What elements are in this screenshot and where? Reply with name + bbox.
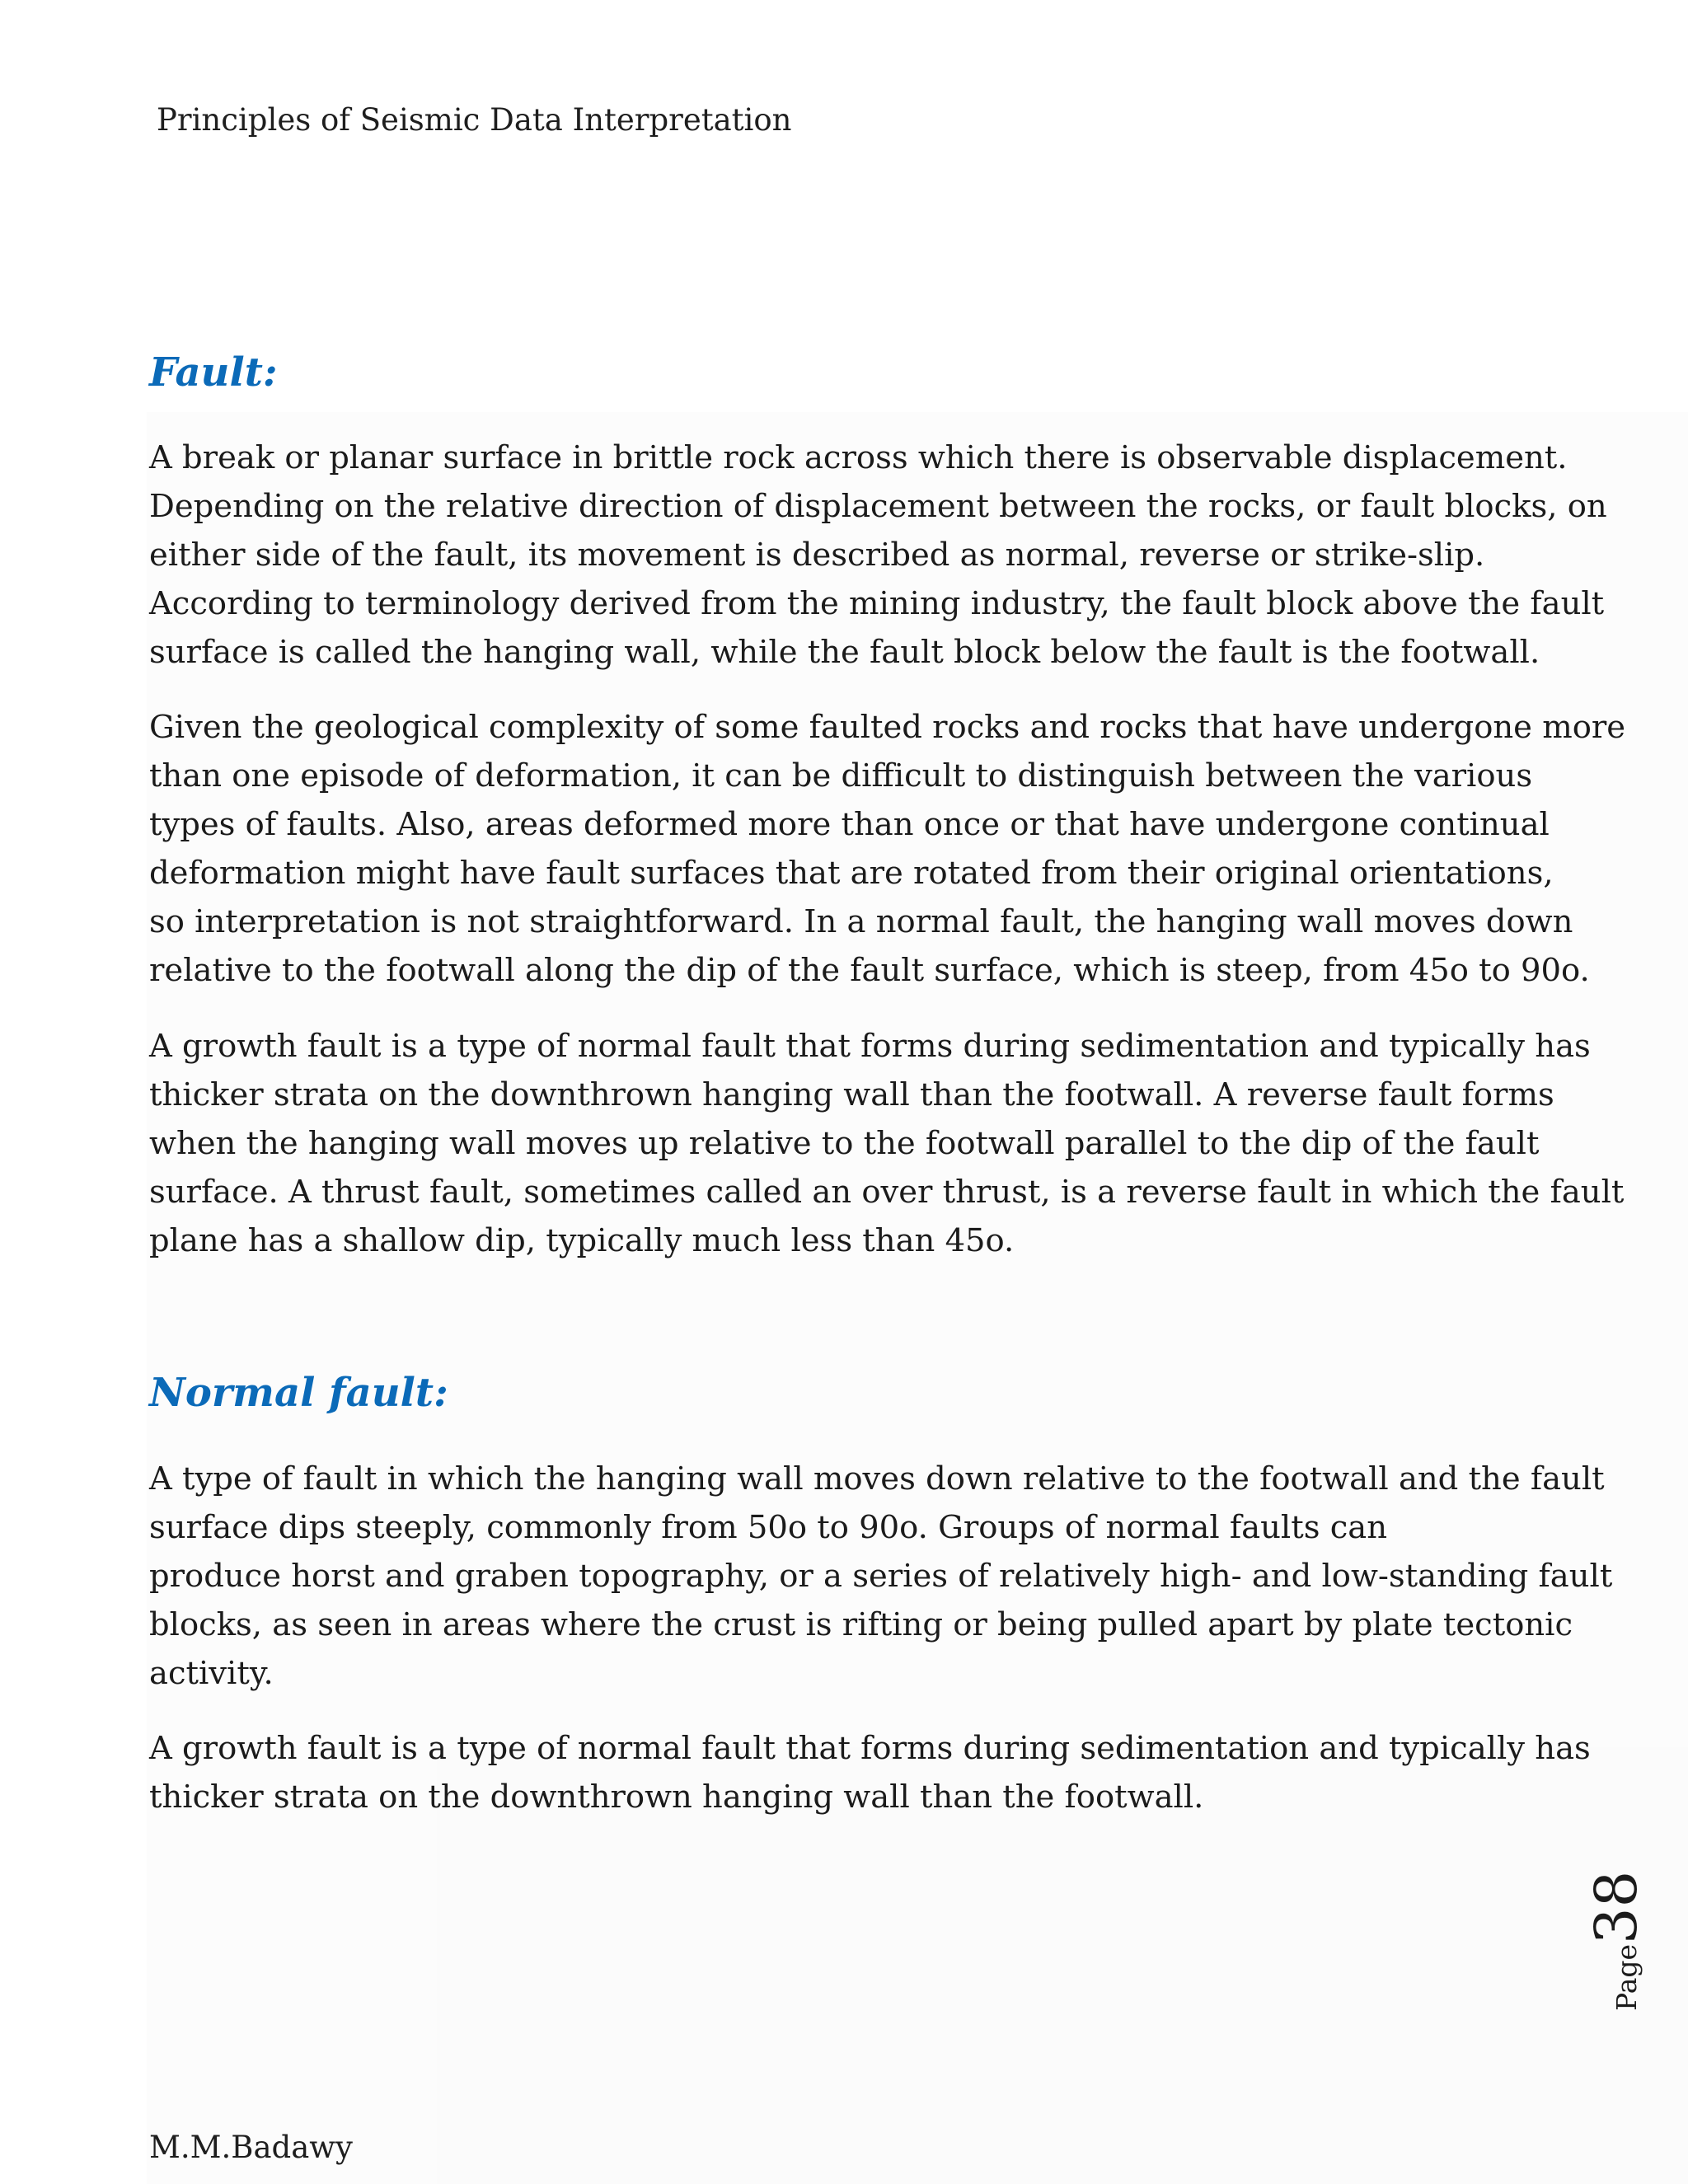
text-line: A break or planar surface in brittle rock across which there is observable displacement. [149,439,1568,476]
paragraph-growth-fault [149,1724,1591,1821]
text-line: A type of fault in which the hanging wall moves down relative to the footwall and the fault [149,1460,1605,1497]
text-line: types of faults. Also, areas deformed more than once or that have undergone continual [149,806,1550,843]
text-line: According to terminology derived from the mining industry, the fault block above the fault [149,585,1605,622]
text-line: thicker strata on the downthrown hanging wall than the footwall. A reverse fault forms [149,1076,1554,1113]
text-line: surface dips steeply, commonly from 50o to 90o. Groups of normal faults can [149,1509,1388,1546]
text-line: Depending on the relative direction of displacement between the rocks, or fault blocks, on [149,488,1607,525]
text-line: than one episode of deformation, it can be difficult to distinguish between the various [149,757,1533,794]
section-heading-normal-fault: Normal fault: [149,1370,448,1416]
section-heading-fault: Fault: [149,349,278,396]
text-line: Given the geological complexity of some faulted rocks and rocks that have undergone more [149,709,1626,746]
text-line: A growth fault is a type of normal fault that forms during sedimentation and typically has [149,1028,1591,1065]
text-line: activity. [149,1655,274,1692]
page-number-value: 38 [1582,1870,1650,1944]
text-line: A growth fault is a type of normal fault that forms during sedimentation and typically has [149,1730,1591,1767]
text-line: thicker strata on the downthrown hanging wall than the footwall. [149,1779,1204,1816]
page-label: Page [1611,1943,1643,2011]
text-line: surface is called the hanging wall, while the fault block below the fault is the footwall. [149,634,1540,671]
text-line: when the hanging wall moves up relative to the footwall parallel to the dip of the fault [149,1125,1540,1162]
paragraph-growth-reverse-thrust [149,1022,1625,1265]
paragraph-fault-complexity [149,703,1626,995]
text-line: relative to the footwall along the dip of the fault surface, which is steep, from 45o to 90o. [149,952,1590,989]
page-number [1582,1870,1650,2011]
text-line: deformation might have fault surfaces that are rotated from their original orientations, [149,855,1554,892]
footer-author: M.M.Badawy [149,2130,353,2165]
text-line: blocks, as seen in areas where the crust is rifting or being pulled apart by plate tectonic [149,1606,1573,1643]
paragraph-fault-definition [149,434,1607,677]
text-line: so interpretation is not straightforward. In a normal fault, the hanging wall moves down [149,903,1573,940]
paragraph-normal-fault-definition [149,1455,1613,1698]
running-header: Principles of Seismic Data Interpretation [157,102,792,138]
text-line: plane has a shallow dip, typically much less than 45o. [149,1222,1015,1259]
text-line: surface. A thrust fault, sometimes called an over thrust, is a reverse fault in which the fault [149,1174,1625,1211]
text-line: either side of the fault, its movement is described as normal, reverse or strike-slip. [149,537,1485,574]
text-line: produce horst and graben topography, or a series of relatively high- and low-standing fault [149,1558,1613,1595]
